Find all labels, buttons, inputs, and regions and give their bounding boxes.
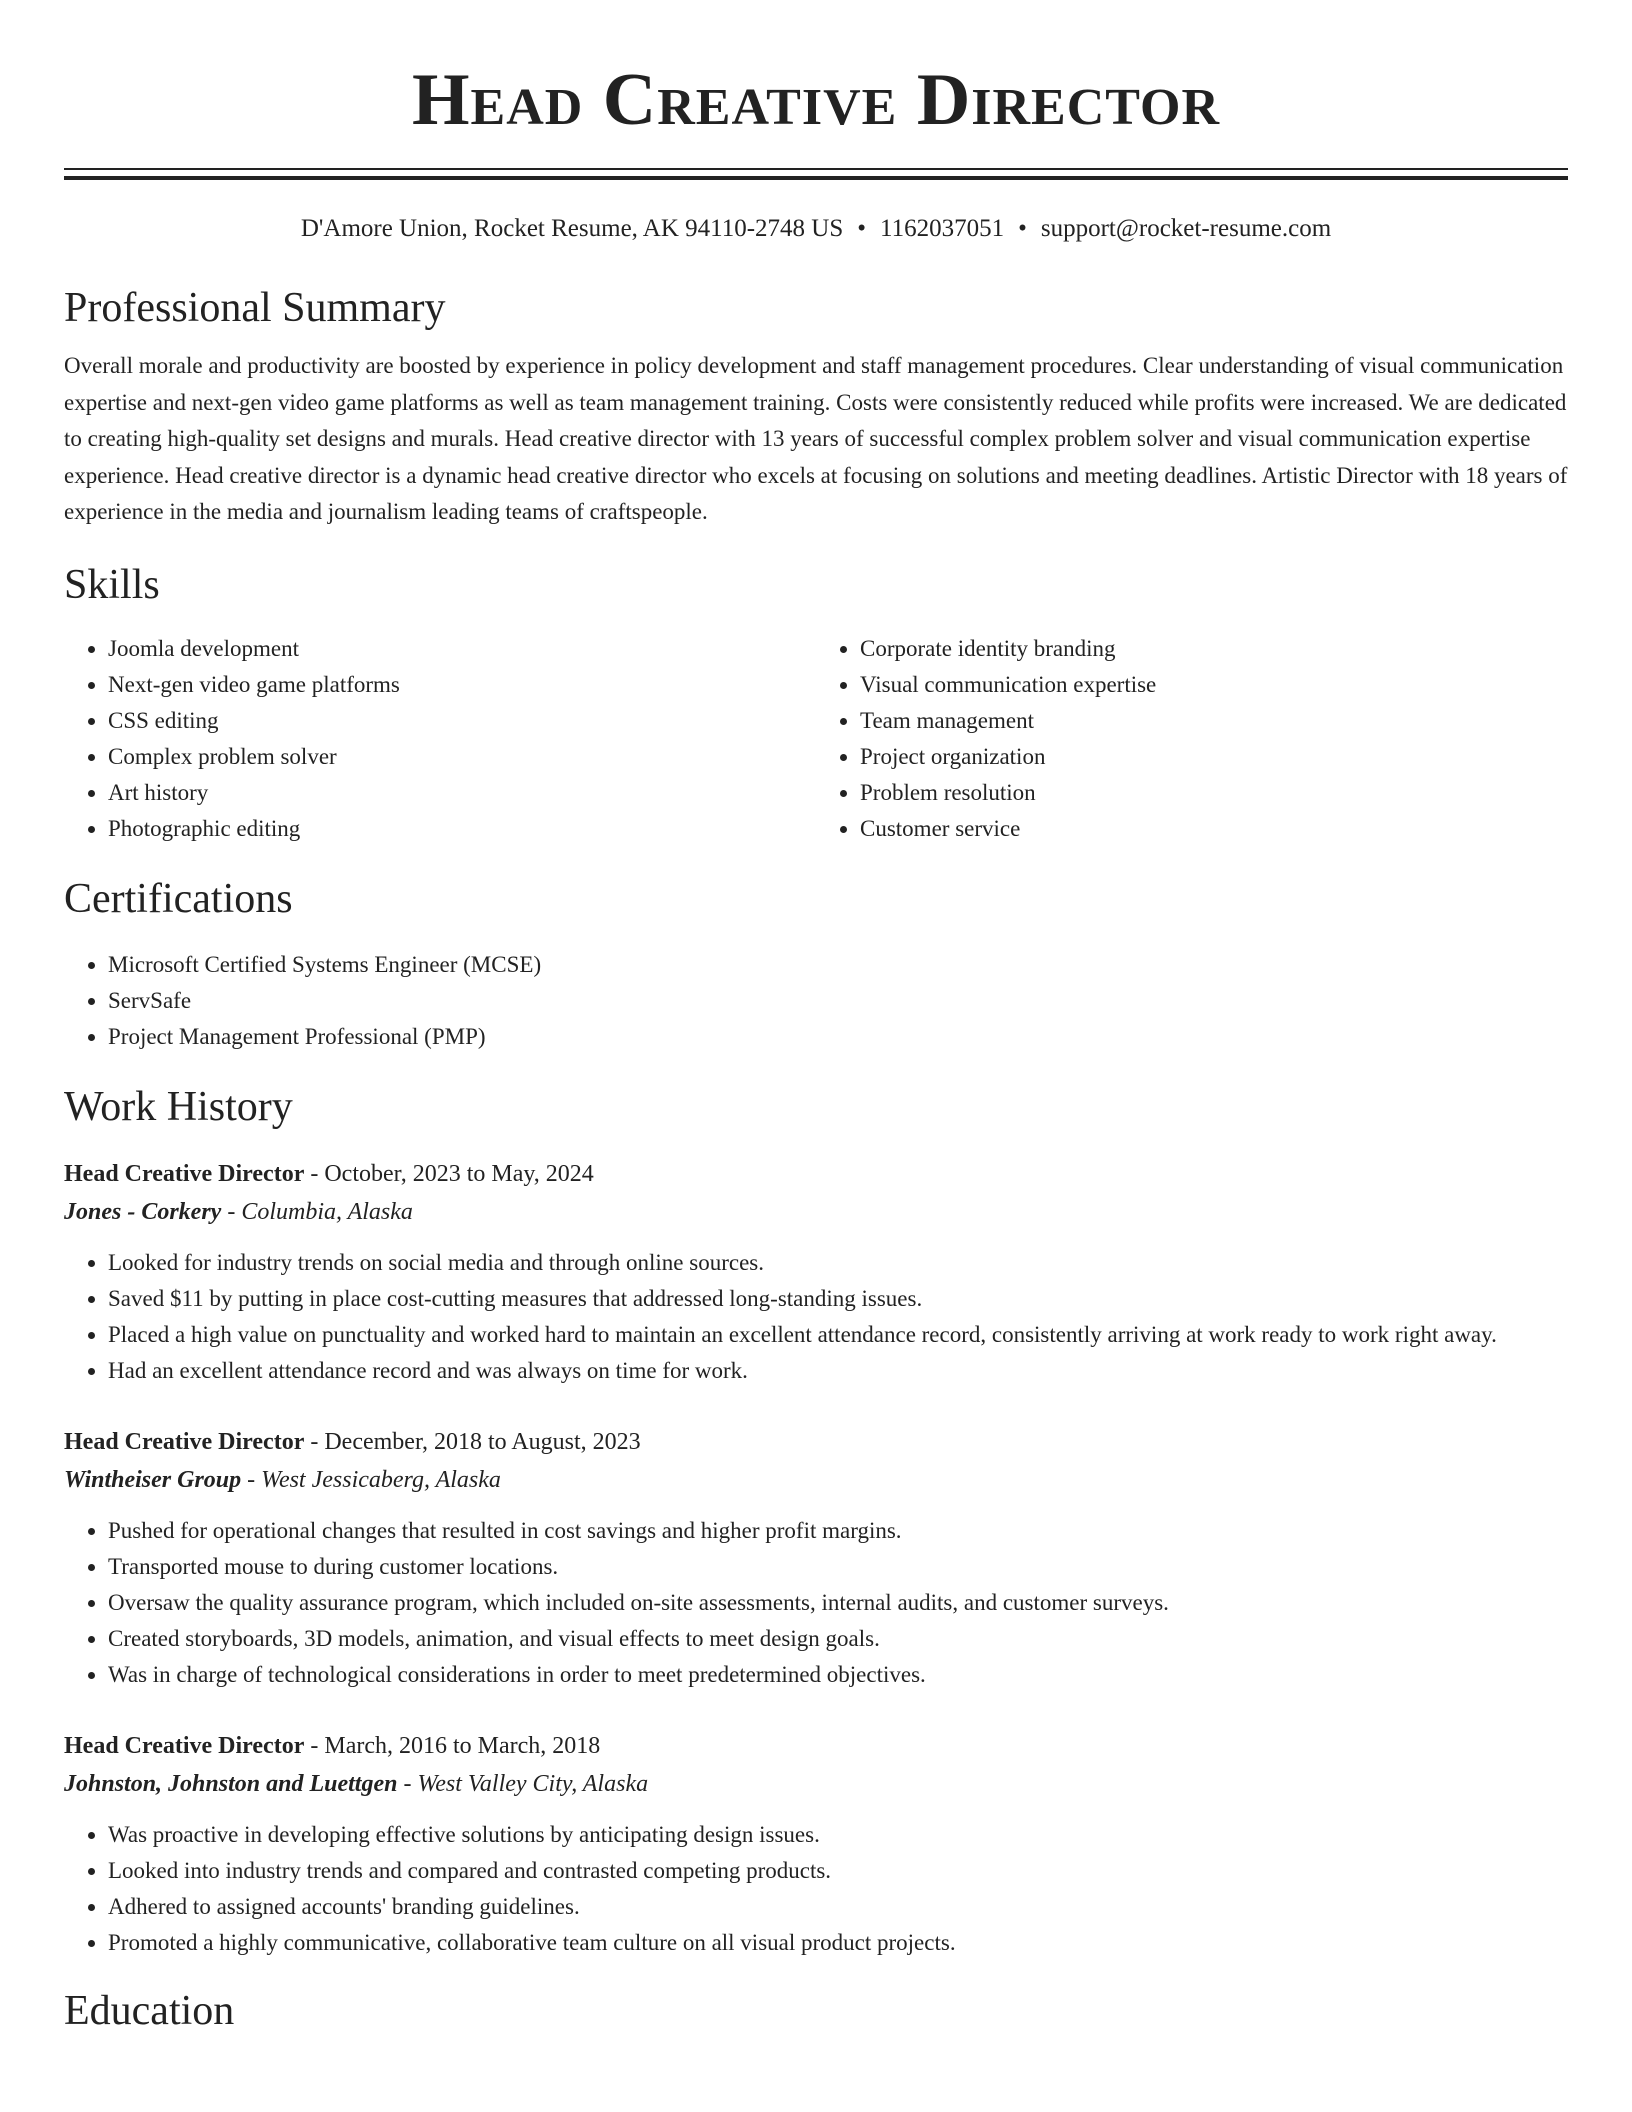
job-entry (64, 1727, 1568, 1961)
job-bullet: • Oversaw the quality assurance program, which included on-site assessments, internal audits, and customer surveys. (108, 1585, 1568, 1621)
job-employer (64, 1461, 1568, 1499)
job-dates: - March, 2016 to March, 2018 (310, 1732, 601, 1759)
job-bullets (64, 1817, 1568, 1961)
certifications-list (64, 947, 1568, 1055)
job-bullet: • Transported mouse to during customer locations. (108, 1549, 1568, 1585)
education-heading: Education (64, 1987, 235, 2034)
skill-item: • Team management (860, 703, 1568, 739)
job-entry (64, 1423, 1568, 1693)
job-company: Johnston, Johnston and Luettgen (64, 1770, 398, 1797)
resume-title: Head Creative Director (411, 59, 1221, 141)
job-dates: - October, 2023 to May, 2024 (310, 1160, 594, 1187)
job-title: Head Creative Director (64, 1428, 305, 1455)
title-divider-thick (64, 176, 1568, 180)
skill-item: • Visual communication expertise (860, 667, 1568, 703)
job-bullet: • Promoted a highly communicative, collaborative team culture on all visual product projects. (108, 1925, 1568, 1961)
skill-item: • Complex problem solver (108, 739, 816, 775)
job-location: - Columbia, Alaska (227, 1198, 413, 1225)
title-divider-thin (64, 168, 1568, 170)
job-bullet: • Was in charge of technological considerations in order to meet predetermined objectives. (108, 1657, 1568, 1693)
skill-item: • Next-gen video game platforms (108, 667, 816, 703)
job-title: Head Creative Director (64, 1160, 305, 1187)
job-bullet: • Placed a high value on punctuality and worked hard to maintain an excellent attendance record, consistently arriving at work ready to work right away. (108, 1317, 1568, 1353)
job-bullet: • Was proactive in developing effective solutions by anticipating design issues. (108, 1817, 1568, 1853)
job-bullet: • Saved $11 by putting in place cost-cutting measures that addressed long-standing issues. (108, 1281, 1568, 1317)
job-dates: - December, 2018 to August, 2023 (310, 1428, 641, 1455)
skills-list-left (64, 631, 816, 847)
certification-item: • Microsoft Certified Systems Engineer (MCSE) (108, 947, 1568, 983)
contact-address: D'Amore Union, Rocket Resume, AK 94110-2748 US (300, 215, 844, 242)
job-bullet: • Created storyboards, 3D models, animation, and visual effects to meet design goals. (108, 1621, 1568, 1657)
certifications-heading: Certifications (64, 875, 293, 922)
job-bullet: • Had an excellent attendance record and was always on time for work. (108, 1353, 1568, 1389)
job-employer (64, 1193, 1568, 1231)
job-location: - West Valley City, Alaska (403, 1770, 649, 1797)
contact-email: support@rocket-resume.com (1040, 215, 1332, 242)
skill-item: • Art history (108, 775, 816, 811)
job-header (64, 1423, 1568, 1461)
skill-item: • Problem resolution (860, 775, 1568, 811)
job-company: Wintheiser Group (64, 1466, 242, 1493)
skill-item: • Photographic editing (108, 811, 816, 847)
job-location: - West Jessicaberg, Alaska (247, 1466, 501, 1493)
job-bullet: • Looked for industry trends on social media and through online sources. (108, 1245, 1568, 1281)
contact-separator: • (857, 215, 867, 242)
certification-item: • ServSafe (108, 983, 1568, 1019)
job-bullet: • Pushed for operational changes that resulted in cost savings and higher profit margins. (108, 1513, 1568, 1549)
job-bullet: • Adhered to assigned accounts' branding guidelines. (108, 1889, 1568, 1925)
skills-heading: Skills (64, 561, 160, 608)
summary-text: Overall morale and productivity are boosted by experience in policy development and staff management procedures. Clear understanding of visual communication expertise and next-gen video game platforms as well as team management training. Costs were consistently reduced while profits were increased. We are dedicated to creating high-quality set designs and murals. Head creative director with 13 years of successful complex problem solver and visual communication expertise experience. Head creative director is a dynamic head creative director who excels at focusing on solutions and meeting deadlines. Artistic Director with 18 years of experience in the media and journalism leading teams of craftspeople. (64, 353, 1568, 524)
job-header (64, 1155, 1568, 1193)
job-company: Jones - Corkery (64, 1198, 222, 1225)
job-employer (64, 1765, 1568, 1803)
skills-list-right (816, 631, 1568, 847)
job-bullets (64, 1245, 1568, 1389)
skill-item: • Joomla development (108, 631, 816, 667)
skills-columns (64, 631, 1568, 847)
job-title: Head Creative Director (64, 1732, 305, 1759)
job-header (64, 1727, 1568, 1765)
skill-item: • Corporate identity branding (860, 631, 1568, 667)
contact-line (64, 214, 1568, 244)
skill-item: • Project organization (860, 739, 1568, 775)
skill-item: • CSS editing (108, 703, 816, 739)
contact-separator: • (1018, 215, 1027, 242)
job-entry (64, 1155, 1568, 1389)
work-history-heading: Work History (64, 1083, 293, 1130)
certification-item: • Project Management Professional (PMP) (108, 1019, 1568, 1055)
job-bullets (64, 1513, 1568, 1693)
skill-item: • Customer service (860, 811, 1568, 847)
contact-phone: 1162037051 (880, 215, 1005, 242)
summary-heading: Professional Summary (64, 285, 446, 331)
job-bullet: • Looked into industry trends and compared and contrasted competing products. (108, 1853, 1568, 1889)
